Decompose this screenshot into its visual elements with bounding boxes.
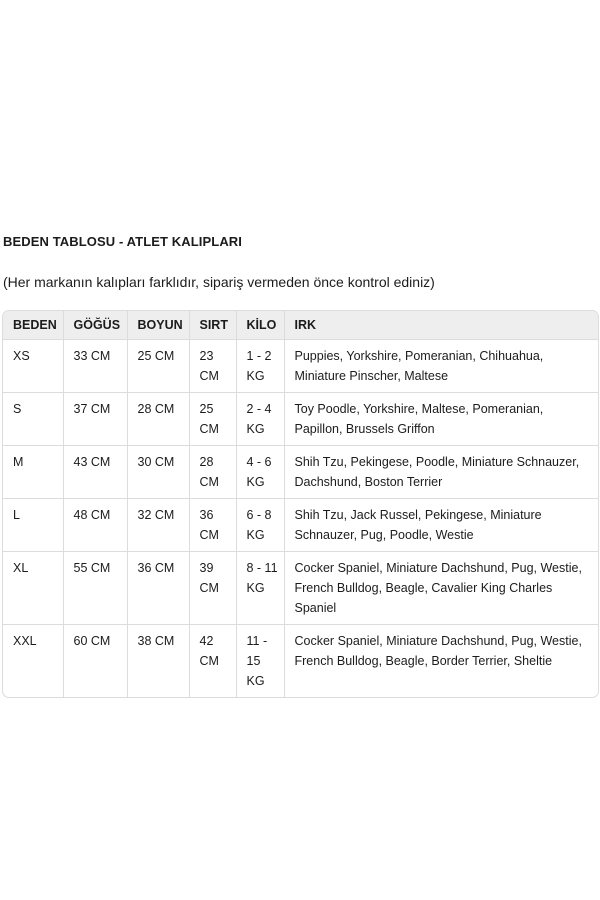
header-irk: IRK — [284, 311, 598, 339]
cell-boyun: 32 CM — [127, 498, 189, 551]
cell-gogus: 55 CM — [63, 551, 127, 624]
cell-gogus: 48 CM — [63, 498, 127, 551]
cell-gogus: 33 CM — [63, 339, 127, 392]
cell-gogus: 37 CM — [63, 392, 127, 445]
cell-sirt: 25 CM — [189, 392, 236, 445]
table-row — [3, 339, 598, 392]
table-header — [3, 311, 598, 339]
cell-beden: L — [3, 498, 63, 551]
header-kilo: KİLO — [236, 311, 284, 339]
cell-irk: Shih Tzu, Pekingese, Poodle, Miniature Schnauzer, Dachshund, Boston Terrier — [284, 445, 598, 498]
cell-beden: XL — [3, 551, 63, 624]
table-row — [3, 624, 598, 697]
cell-kilo: 11 - 15 KG — [236, 624, 284, 697]
cell-beden: S — [3, 392, 63, 445]
header-gogus: GÖĞÜS — [63, 311, 127, 339]
cell-beden: XXL — [3, 624, 63, 697]
cell-kilo: 2 - 4 KG — [236, 392, 284, 445]
cell-beden: XS — [13, 348, 30, 363]
table-row — [3, 551, 598, 624]
header-sirt: SIRT — [189, 311, 236, 339]
cell-kilo: 1 - 2 KG — [236, 339, 284, 392]
cell-kilo: 4 - 6 KG — [236, 445, 284, 498]
cell-irk: Cocker Spaniel, Miniature Dachshund, Pug, Westie, French Bulldog, Beagle, Border Terrier, Sheltie — [284, 624, 598, 697]
cell-boyun: 36 CM — [127, 551, 189, 624]
header-boyun: BOYUN — [127, 311, 189, 339]
table-row — [3, 445, 598, 498]
cell-gogus: 60 CM — [63, 624, 127, 697]
page-subtitle: (Her markanın kalıpları farklıdır, sipariş vermeden önce kontrol ediniz) — [3, 274, 435, 290]
cell-boyun: 38 CM — [127, 624, 189, 697]
header-beden: BEDEN — [3, 311, 63, 339]
cell-sirt: 39 CM — [189, 551, 236, 624]
header-row — [3, 311, 598, 339]
cell-irk: Cocker Spaniel, Miniature Dachshund, Pug, Westie, French Bulldog, Beagle, Cavalier King Charles Spaniel — [284, 551, 598, 624]
size-table-container — [2, 310, 599, 698]
cell-irk: Shih Tzu, Jack Russel, Pekingese, Miniature Schnauzer, Pug, Poodle, Westie — [284, 498, 598, 551]
cell-boyun: 30 CM — [127, 445, 189, 498]
cell-irk: Toy Poodle, Yorkshire, Maltese, Pomeranian, Papillon, Brussels Griffon — [284, 392, 598, 445]
cell-gogus: 43 CM — [63, 445, 127, 498]
table-row — [3, 392, 598, 445]
cell-sirt: 36 CM — [189, 498, 236, 551]
cell-sirt: 23 CM — [189, 339, 236, 392]
cell-sirt: 28 CM — [189, 445, 236, 498]
size-table — [3, 311, 598, 697]
cell-beden: M — [3, 445, 63, 498]
table-body — [3, 339, 598, 697]
cell-kilo: 6 - 8 KG — [236, 498, 284, 551]
cell-kilo: 8 - 11 KG — [236, 551, 284, 624]
table-row — [3, 498, 598, 551]
cell-boyun: 28 CM — [127, 392, 189, 445]
page-title: BEDEN TABLOSU - ATLET KALIPLARI — [3, 234, 243, 249]
cell-irk: Puppies, Yorkshire, Pomeranian, Chihuahua, Miniature Pinscher, Maltese — [284, 339, 598, 392]
cell-sirt: 42 CM — [189, 624, 236, 697]
cell-boyun: 25 CM — [127, 339, 189, 392]
